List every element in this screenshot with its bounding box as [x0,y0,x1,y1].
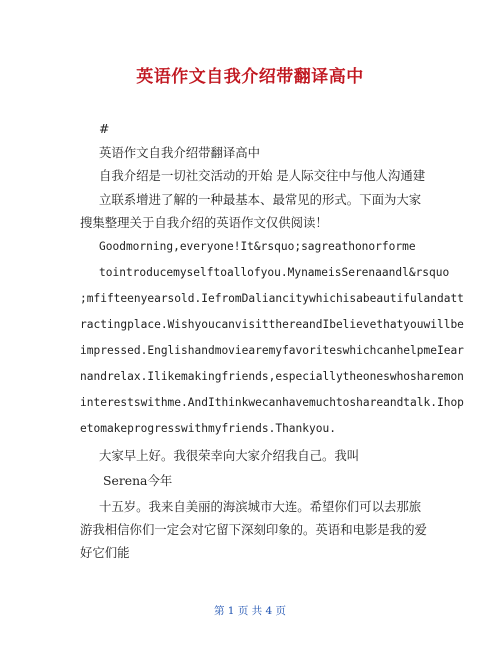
text-line: 立联系增进了解的一种最基本、最常见的形式。下面为大家 [99,192,422,207]
text-line: Serena今年 [103,473,173,488]
text-line: etomakeprogresswithmyfriends.Thankyou. [80,422,336,435]
text-line: 十五岁。我来自美丽的海滨城市大连。希望你们可以去那旅 [99,499,422,514]
text-line: Goodmorning,everyone!It&rsquo;sagreathonorforme [99,240,416,253]
page-footer: 第 1 页 共 4 页 [213,605,287,617]
text-line: interestswithme.AndIthinkwecanhavemuchtoshareandtalk.Ihop [80,396,464,409]
text-line: 搜集整理关于自我介绍的英语作文仅供阅读！ [80,215,328,230]
text-line: ractingplace.WishyoucanvisitthereandIbelievethatyouwillbe [80,318,464,331]
text-line-subtitle: 英语作文自我介绍带翻译高中 [99,145,261,160]
text-line: 好它们能 [80,545,130,560]
text-line: tointroducemyselftoallofyou.MynameisSerenaandl&rsquo [99,266,450,279]
text-line: 大家早上好。我很荣幸向大家介绍我自己。我叫 [99,448,360,463]
text-line: 自我介绍是一切社交活动的开始 是人际交往中与他人沟通建 [99,168,426,183]
text-line: impressed.EnglishandmoviearemyfavoriteswhichcanhelpmeIear [80,344,464,357]
text-line: 游我相信你们一定会对它留下深刻印象的。英语和电影是我的爱 [80,522,427,537]
text-line: nandrelax.Ilikemakingfriends,especiallytheoneswhosharemon [80,370,464,383]
page-title: 英语作文自我介绍带翻译高中 [136,67,364,87]
text-line: ;mfifteenyearsold.IefromDaliancitywhichisabeautifulandatt [80,292,464,305]
text-line-hash: # [99,121,110,136]
